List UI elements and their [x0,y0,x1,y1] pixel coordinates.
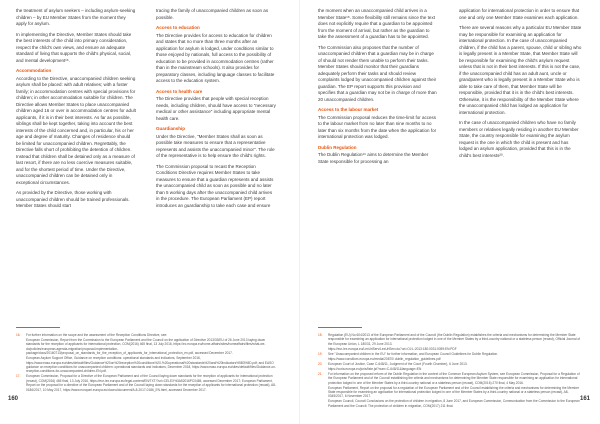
footnote [318,367,582,371]
paragraph: In implementing the Directive, Member States should take the best interests of the child into primary consideration, respect the child's own views, and ensure an adequate standard of living that supports the child's physical, social, and mental development¹⁶. [16,31,132,63]
footnote-number [318,399,328,408]
footnote [318,333,582,346]
page-number-right: 161 [579,396,590,402]
paragraph: The Commission proposal to recast the Reception Conditions Directive requires Member States to take measures to ensure that a guardian represents and assists the unaccompanied child as soon as possible and no later than 5 working days after the unaccompanied child arrives in the procedure. The European Parliament (EP) report introduces an guardianship to take each case and ensure [156,163,274,208]
footnote-text: European Asylum Support Office, Guidance on reception conditions: operational standards and indicators, September 2016, https://www.easo.europa.eu/sites/default/files/Guidance%20on%20reception%20conditions%20-%20operational%20standards%20and%20indicators%5B3%5D.pdf; and EASO guidance on reception conditions for unaccompanied children: operational standards and indicators, December 2018, https://www.easo.europa.eu/sites/default/files/Guidance-on-reception-conditions-for-unaccompanied-children-EN.pdf. [26,356,277,374]
page-number-left: 160 [8,396,19,402]
footnote-text: European Court of Justice, Case C-648/11, Judgment of the Court (Fourth Chamber), 6 June 2013. [328,361,468,366]
paragraph: the moment when an unaccompanied child arrives in a Member State¹⁸. Some flexibility still remains since the text does not explicitly require that a guardian to be appointed from the moment of arrival, but rather as the guardian to take the assessment of a guardian has to be appointed. [318,8,435,39]
footnote-number: 19. [318,351,323,356]
footnote-number: 21. [318,371,323,376]
footnote [318,347,582,351]
paragraph: the treatment of asylum seekers – including asylum-seeking children – by EU Member States from the moment they apply for asylum. [16,8,136,26]
section-heading-health: Access to health care [156,88,203,94]
footnote [318,372,582,385]
footnote-divider [318,327,362,328]
footnote [318,386,582,399]
paragraph: As provided by the Directive, those working with unaccompanied children should be trained professionals. Member States should start [16,190,130,208]
paragraph: Under the Directive, "Member States shall as soon as possible take measures to ensure that a representative represents and assists the unaccompanied minor". The role of the representative is to help ensure the child's rights. [156,133,275,158]
footnote-number [318,357,328,361]
footnote-text: https://www.consilium.europa.eu/media/20870/ dublin_regulation_guidelines.pdf [328,356,441,361]
paragraph: application for international protection in order to ensure that one and only one Member State examines each application. [459,8,580,20]
paragraph: The Commission proposal reduces the time-limit for access to the labour market from no later than nine months to no later than six months from the date when the application for international protection was lodged. [318,114,437,139]
footnote-text: European Commission, Proposal for a Directive of the European Parliament and of the Council laying down standards for the reception of applicants for international protection (recast), COM(2016) 465 final, 13 July 2016, https://eur-lex.europa.eu/legal-content/EN/TXT/?uri=CELEX%3A52016PC0465, accessed December 2017; European Parliament, Report on the proposal for a directive of the European Parliament and of the Council laying down standards for the reception of applicants for international protection (recast), A8-0186/2017, 10 May 2017, https://www.europarl.europa.eu/doceo/document/A-8-2017-0186_EN.html, accessed December 2017. [26,374,277,392]
footnote-text: European Council, Council Conclusions on the protection of children in migration, 8 June 2017, and European Commission, Communication from the Commission to the European Parliament and the Council: The protection of children in migration, COM(2017) 211 final. [328,399,580,408]
footnote-text: https://eur-lex.europa.eu/LexUriServ/LexUriServ.do?uri=OJ:L:2013:180:0031:0059:EN:PDF [328,346,457,351]
paragraph: There are several reasons why a particular EU Member State may be responsible for examining an application for international protection. In the case of unaccompanied children, if the child has a parent, spouse, child or sibling who is legally present in a Member State, that Member State will be responsible for examining the child's asylum request unless that is not in their best interests. If this is not the case, if the unaccompanied child has an adult aunt, uncle or grandparent who is legally present in a Member State who is able to take care of them, that Member State will be responsible, provided that it is in the child's best interests. Otherwise, it is the responsibility of the Member State where the unaccompanied child has lodged an application for international protection. [459,25,582,115]
footnote [318,399,582,408]
right-column-2 [459,8,583,163]
footnote [16,374,278,392]
section-heading-labour-market: Access to the labour market [318,107,379,112]
paragraph: In the case of unaccompanied children who have no family members or relatives legally residing in another EU Member State, the country responsible for examining the asylum request is the one in which the child is present and has lodged an asylum application, provided that this is in the child's best interests²⁰. [459,120,579,158]
footnote [16,333,278,337]
section-heading-dublin-regulation: Dublin Regulation [318,144,357,150]
right-column-1 [318,8,438,169]
footnote-text: European Parliament, Report on the proposal for a regulation of the European Parliament and of the Council establishing the criteria and mechanisms for determining the Member State responsible for examining an application for international protection lodged in one of the Member States by a third-country national or a stateless person (recast), A8-0345/2017, 6 November 2017. [328,385,580,399]
footnote-text: Regulation (EU) No 604/2013 of the European Parliament and of the Council (the Dublin Regulation) establishes the criteria and mechanisms for determining the Member State responsible for examining an application for international protection lodged in one of the Member States by a third-country national or a stateless person (recast), Official Journal of the European Union, L 180/31, 29 June 2013. [328,333,581,346]
left-footnotes [16,333,278,393]
footnote-number: 20. [318,361,323,366]
footnote-text: For further information on the scope and the assessment of the Reception Conditions Directive, see: [26,333,168,337]
footnote [318,352,582,356]
footnote-divider [16,327,60,328]
right-footnotes [318,333,582,409]
footnote [318,362,582,366]
footnote-number [318,367,328,371]
footnote-number: 16. [16,333,21,337]
paragraph: The Dublin Regulation¹⁹ aims to determine the Member State responsible for processing an [318,152,429,164]
paragraph: The Commission also proposes that the number of unaccompanied children that a guardian may be in charge of should not render them unable to perform their tasks. Member States should monitor that their guardians adequately perform their tasks and should review complaints lodged by unaccompanied children against their guardian. The EP report supports this provision and specifies that a guardian may not be in charge of more than 20 unaccompanied children. [318,44,437,102]
footnote-number: 17. [16,374,21,379]
paragraph: The Directive provides for access to education for children and states that no more than three months after an application for asylum is lodged, under conditions similar to those enjoyed by nationals, full access to the possibility of education to be provided in accommodation centres (rather than in the mainstream schools). It also provides for preparatory classes, including language classes to facilitate access to the education system. [156,32,275,83]
footnote-text: See "Unaccompanied children in the EU" for further information, and European Council Guidelines for Dublin Regulation. [328,351,499,356]
paragraph: According to the Directive, unaccompanied children seeking asylum shall be placed: with adult relatives; with a foster family; in accommodation centres with special provisions for children; in other accommodation suitable for children. The Directive allows Member States to place unaccompanied children aged 16 or over in accommodation centres for adult applicants, if it is in their best interests. As far as possible, siblings shall be kept together, taking into account the best interests of the child concerned and, in particular, his or her age and degree of maturity. Changes of residence should be limited for unaccompanied children. Regrettably, the Directive falls short of prohibiting the detention of children. Instead that children shall be detained only as a measure of last resort, if there are no less coercive measures suitable, and for the shortest period of time. Under the Directive, unaccompanied children can be detained only in exceptional circumstances. [16,75,136,185]
footnote-text: European Commission, Report from the Commission to the European Parliament and the Council on the application of Directive 2013/33/EU of 26 June 2013 laying down standards for the reception of applicants for international protection, COM(2016) 465 final, 13 July 2016, https://ec.europa.eu/home-affairs/sites/homeaffairs/files/what-we-do/policies/european-agenda-migration/proposal-implementation-package/docs/20160713/proposal_on_standards_for_the_reception_of_applicants_for_international_protection_en.pdf, accessed December 2017. [26,338,266,356]
paragraph: tracing the family of unaccompanied children as soon as possible. [156,8,269,20]
footnote [16,338,278,356]
section-heading-accommodation: Accommodation [16,68,52,73]
footnote-number [16,338,26,356]
section-heading-education: Access to education [156,25,200,30]
footnote [16,356,278,374]
footnote-number: 18. [318,333,323,337]
section-heading-guardianship: Guardianship [156,126,186,131]
footnote-number [16,356,26,374]
footnote-number [318,347,328,351]
footnote-number [318,386,328,399]
footnote-text: For information on the proposed reform of the Dublin Regulation in the context of the Common European Asylum System, see European Commission, Proposal for a Regulation of the European Parliament and of the Council establishing the criteria and mechanisms for determining the Member State responsible for examining an application for international protection lodged in one of the Member States by a third-country national or a stateless person (recast), COM(2016) 270 final, 4 May 2016. [328,371,580,385]
left-column-1 [16,8,136,214]
right-page [300,0,600,424]
left-column-2 [156,8,276,213]
paragraph: The Directive provides that people with special reception needs, including children, should have access to "necessary medical or other assistance" including appropriate mental health care. [156,96,276,121]
footnote [318,357,582,361]
footnote-text: https://curia.europa.eu/juris/liste.jsf?num=C-648/11&language=EN [328,366,422,371]
